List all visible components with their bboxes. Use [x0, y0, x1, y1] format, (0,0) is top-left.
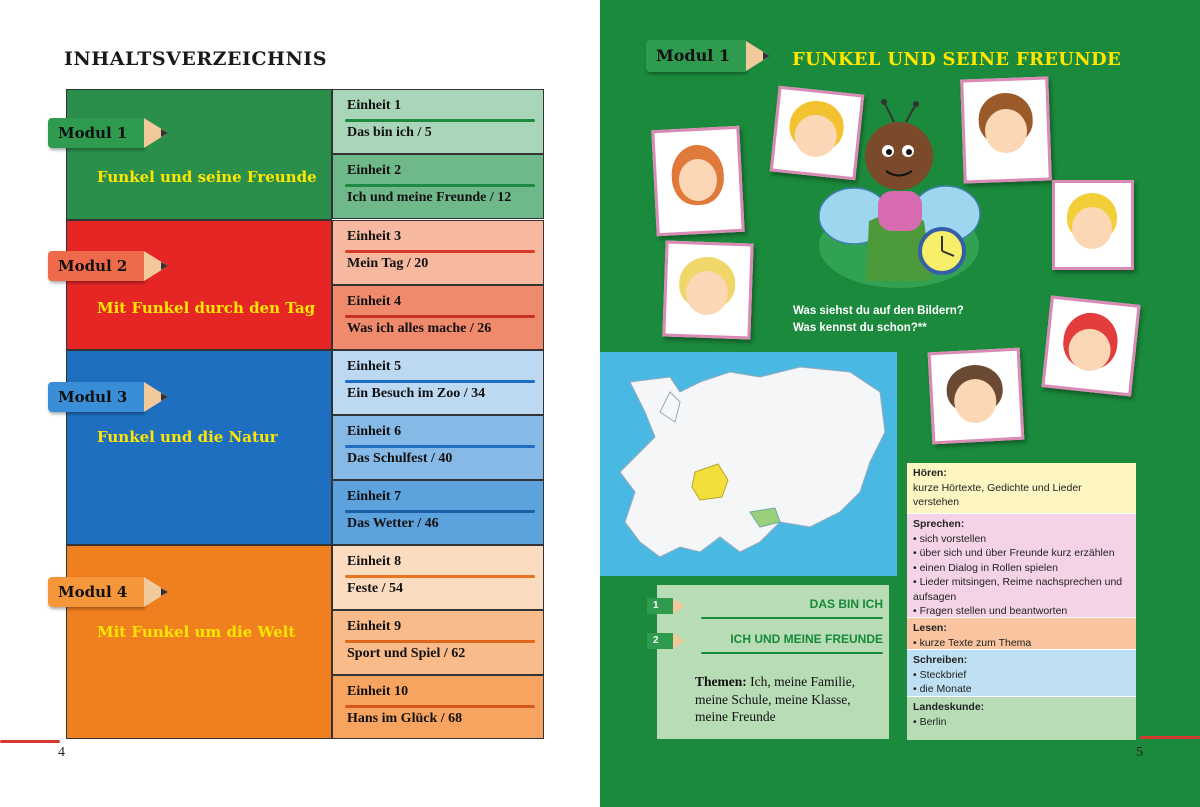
module-block-2: [66, 220, 332, 350]
funkel-character-illustration: [814, 96, 984, 296]
decorative-line: [0, 740, 60, 743]
friend-photo: [651, 126, 744, 236]
unit-2: Einheit 2 Ich und meine Freunde / 12: [332, 154, 544, 219]
skills-table: [907, 463, 1136, 740]
module-block-3: [66, 350, 332, 545]
unit-10: Einheit 10 Hans im Glück / 68: [332, 675, 544, 739]
module-block-1: [66, 89, 332, 220]
right-page: [600, 0, 1200, 807]
module-subtitle: Mit Funkel um die Welt: [97, 623, 296, 641]
unit-row-2: ICH UND MEINE FREUNDE: [701, 632, 883, 650]
chapter-title: FUNKEL UND SEINE FREUNDE: [792, 49, 1121, 70]
units-overview-box: 1 DAS BIN ICH 2 ICH UND MEINE FREUNDE Themen: Ich, meine Familie, meine Schule, meine Klasse, meine Freunde: [657, 585, 889, 739]
page-number: 4: [58, 745, 65, 760]
module-subtitle: Funkel und seine Freunde: [97, 168, 317, 186]
friend-photo: [928, 348, 1025, 445]
toc-title: INHALTSVERZEICHNIS: [64, 48, 327, 70]
europe-map-illustration: [600, 352, 897, 576]
friend-photo: [1041, 296, 1140, 397]
page-number: 5: [1136, 745, 1143, 760]
skill-lesen: Lesen: • kurze Texte zum Thema: [907, 618, 1136, 650]
unit-1: Einheit 1 Das bin ich / 5: [332, 89, 544, 154]
skill-hoeren: Hören: kurze Hörtexte, Gedichte und Lieder verstehen: [907, 463, 1136, 514]
unit-row-1: DAS BIN ICH: [701, 597, 883, 615]
friend-photo: [662, 240, 753, 339]
unit-4: Einheit 4 Was ich alles mache / 26: [332, 285, 544, 350]
unit-9: Einheit 9 Sport und Spiel / 62: [332, 610, 544, 675]
left-page: INHALTSVERZEICHNIS Funkel und seine Freunde Mit Funkel durch den Tag Funkel und die Natur Mit Funkel um die Welt Modul 1 Modul 2 Modul 3 Modul 4 Einheit 1 Das bin ich / 5 Einheit 2 Ich und meine Freunde / 12 Einheit 3 Mein Tag / 20 Einheit 4 Was ich alles mache / 26 Einheit 5 Ein Besuch im Zoo / 34 Einheit 6 Das Schulfest / 40 Einheit 7 Das Wetter / 46 Einheit 8 Feste / 54 Einheit 9 Sport und Spiel / 62 Einheit 10 Hans im Glück / 68 4: [0, 0, 600, 807]
skill-sprechen: Sprechen: • sich vorstellen • über sich und über Freunde kurz erzählen • einen Dialog in Rollen spielen • Lieder mitsingen, Reime nachsprechen und aufsagen • Fragen stellen und beantworten: [907, 514, 1136, 618]
module-subtitle: Funkel und die Natur: [97, 428, 278, 446]
skill-landeskunde: Landeskunde: • Berlin: [907, 697, 1136, 740]
skill-schreiben: Schreiben: • Steckbrief • die Monate: [907, 650, 1136, 697]
unit-7: Einheit 7 Das Wetter / 46: [332, 480, 544, 545]
unit-5: Einheit 5 Ein Besuch im Zoo / 34: [332, 350, 544, 415]
friend-photo: [1052, 180, 1134, 270]
europe-map: [600, 352, 897, 576]
module-pencil: Modul 1: [646, 40, 766, 72]
unit-3: Einheit 3 Mein Tag / 20: [332, 220, 544, 285]
module-block-4: [66, 545, 332, 739]
decorative-line: [1140, 736, 1200, 739]
module-subtitle: Mit Funkel durch den Tag: [97, 299, 316, 317]
unit-6: Einheit 6 Das Schulfest / 40: [332, 415, 544, 480]
themen-text: Themen: Ich, meine Familie, meine Schule, meine Klasse, meine Freunde: [695, 674, 856, 724]
unit-8: Einheit 8 Feste / 54: [332, 545, 544, 610]
question-text: Was siehst du auf den Bildern? Was kennst du schon?**: [793, 305, 964, 334]
